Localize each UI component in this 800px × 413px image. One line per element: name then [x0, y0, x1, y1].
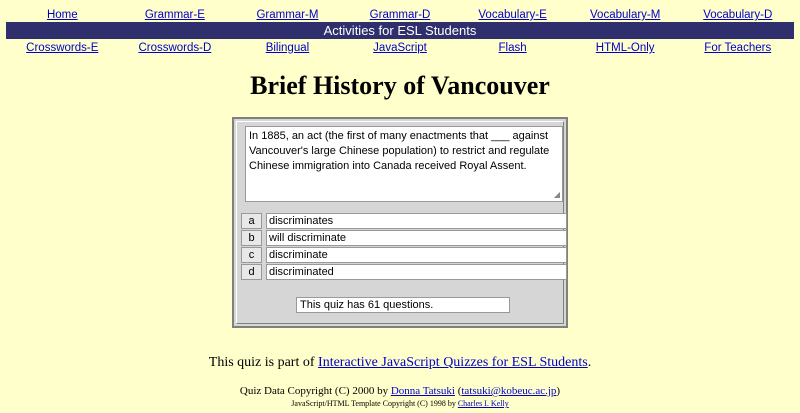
option-button-a[interactable]: a — [241, 213, 262, 229]
top-nav — [6, 7, 794, 23]
template-author-link[interactable]: Charles I. Kelly — [457, 399, 509, 408]
nav-link-for-teachers[interactable]: For Teachers — [704, 42, 772, 54]
quiz-inner-frame — [236, 121, 564, 324]
nav-link-vocabulary-e[interactable]: Vocabulary-E — [478, 9, 547, 21]
email-open: ( — [454, 385, 462, 397]
question-text: In 1885, an act (the first of many enactments that ___ against Vancouver's large Chinese population) to restrict and regulate Chinese immigration into Canada received Royal Assent. — [249, 130, 550, 172]
email-close: ) — [556, 385, 561, 397]
nav-link-javascript[interactable]: JavaScript — [373, 42, 427, 54]
site-banner: Activities for ESL Students — [6, 22, 794, 39]
nav-link-flash[interactable]: Flash — [498, 42, 527, 54]
option-answer-b[interactable]: will discriminate — [266, 230, 567, 246]
part-of-line — [0, 355, 800, 371]
quiz-status-field[interactable]: This quiz has 61 questions. — [296, 297, 510, 313]
template-prefix: JavaScript/HTML Template Copyright (C) 1998 by — [291, 399, 458, 408]
nav-link-vocabulary-d[interactable]: Vocabulary-D — [703, 9, 773, 21]
option-button-c[interactable]: c — [241, 247, 262, 263]
part-of-suffix: . — [587, 355, 592, 370]
resize-handle-icon[interactable]: ◢ — [553, 190, 560, 199]
nav-link-grammar-e[interactable]: Grammar-E — [144, 9, 205, 21]
nav-link-vocabulary-m[interactable]: Vocabulary-M — [590, 9, 661, 21]
author-link[interactable]: Donna Tatsuki — [390, 385, 455, 397]
template-copyright — [0, 399, 800, 408]
copyright-prefix: Quiz Data Copyright (C) 2000 by — [239, 385, 391, 397]
quiz-panel — [232, 117, 568, 328]
quiz-copyright — [0, 385, 800, 397]
option-button-d[interactable]: d — [241, 264, 262, 280]
option-button-b[interactable]: b — [241, 230, 262, 246]
nav-link-home[interactable]: Home — [46, 9, 78, 21]
option-row-d — [241, 264, 567, 280]
bottom-nav — [6, 40, 794, 56]
page-title: Brief History of Vancouver — [250, 71, 550, 100]
nav-link-html-only[interactable]: HTML-Only — [595, 42, 655, 54]
option-answer-a[interactable]: discriminates — [266, 213, 567, 229]
nav-link-crosswords-e[interactable]: Crosswords-E — [26, 42, 99, 54]
question-textarea[interactable] — [245, 126, 563, 202]
quizzes-link[interactable]: Interactive JavaScript Quizzes for ESL Students — [318, 355, 588, 370]
option-row-a — [241, 213, 567, 229]
nav-link-crosswords-d[interactable]: Crosswords-D — [138, 42, 212, 54]
nav-link-bilingual[interactable]: Bilingual — [265, 42, 310, 54]
option-answer-c[interactable]: discriminate — [266, 247, 567, 263]
option-answer-d[interactable]: discriminated — [266, 264, 567, 280]
option-row-b — [241, 230, 567, 246]
part-of-prefix: This quiz is part of — [208, 355, 319, 370]
nav-link-grammar-m[interactable]: Grammar-M — [256, 9, 319, 21]
email-link[interactable]: tatsuki@kobeuc.ac.jp — [461, 385, 557, 397]
option-row-c — [241, 247, 567, 263]
nav-link-grammar-d[interactable]: Grammar-D — [369, 9, 431, 21]
